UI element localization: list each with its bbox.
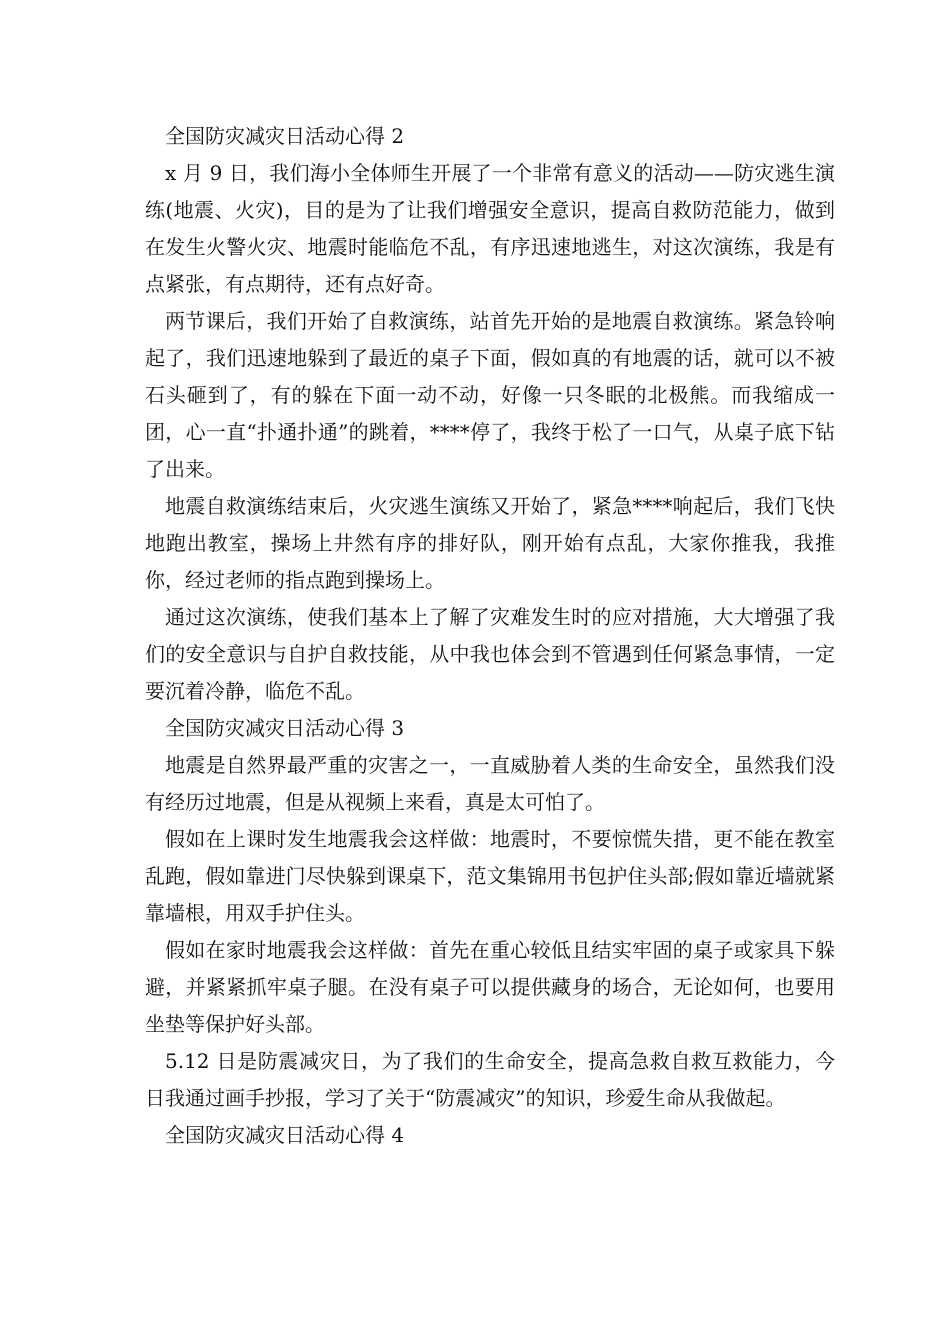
section-heading: 全国防灾减灾日活动心得 4 [165,1123,405,1147]
paragraph: 假如在上课时发生地震我会这样做：地震时，不要惊慌失措，更不能在教室乱跑，假如靠进门尽快躲到课桌下，范文集锦用书包护住头部;假如靠近墙就紧靠墙根，用双手护住头。 [145,827,835,925]
paragraph: 地震自救演练结束后，火灾逃生演练又开始了，紧急****响起后，我们飞快地跑出教室，操场上井然有序的排好队，刚开始有点乱，大家你推我，我推你，经过老师的指点跑到操场上。 [145,494,835,592]
paragraph: 5.12 日是防震减灾日，为了我们的生命安全，提高急救自救互救能力，今日我通过画手抄报，学习了关于“防震减灾”的知识，珍爱生命从我做起。 [145,1049,835,1110]
paragraph: 两节课后，我们开始了自救演练，站首先开始的是地震自救演练。紧急铃响起了，我们迅速地躲到了最近的桌子下面，假如真的有地震的话，就可以不被石头砸到了，有的躲在下面一动不动，好像一只冬眠的北极熊。而我缩成一团，心一直“扑通扑通”的跳着，****停了，我终于松了一口气，从桌子底下钻了出来。 [145,309,835,481]
document-body [145,118,835,1154]
paragraph: 地震是自然界最严重的灾害之一，一直威胁着人类的生命安全，虽然我们没有经历过地震，但是从视频上来看，真是太可怕了。 [145,753,835,814]
section-heading: 全国防灾减灾日活动心得 2 [165,124,405,148]
paragraph: 通过这次演练，使我们基本上了解了灾难发生时的应对措施，大大增强了我们的安全意识与自护自救技能，从中我也体会到不管遇到任何紧急事情，一定要沉着冷静，临危不乱。 [145,605,835,703]
paragraph: 假如在家时地震我会这样做：首先在重心较低且结实牢固的桌子或家具下躲避，并紧紧抓牢桌子腿。在没有桌子可以提供藏身的场合，无论如何，也要用坐垫等保护好头部。 [145,938,835,1036]
section-heading: 全国防灾减灾日活动心得 3 [165,716,405,740]
paragraph: x 月 9 日，我们海小全体师生开展了一个非常有意义的活动——防灾逃生演练(地震、火灾)，目的是为了让我们增强安全意识，提高自救防范能力，做到在发生火警火灾、地震时能临危不乱，有序迅速地逃生，对这次演练，我是有点紧张，有点期待，还有点好奇。 [145,161,835,296]
